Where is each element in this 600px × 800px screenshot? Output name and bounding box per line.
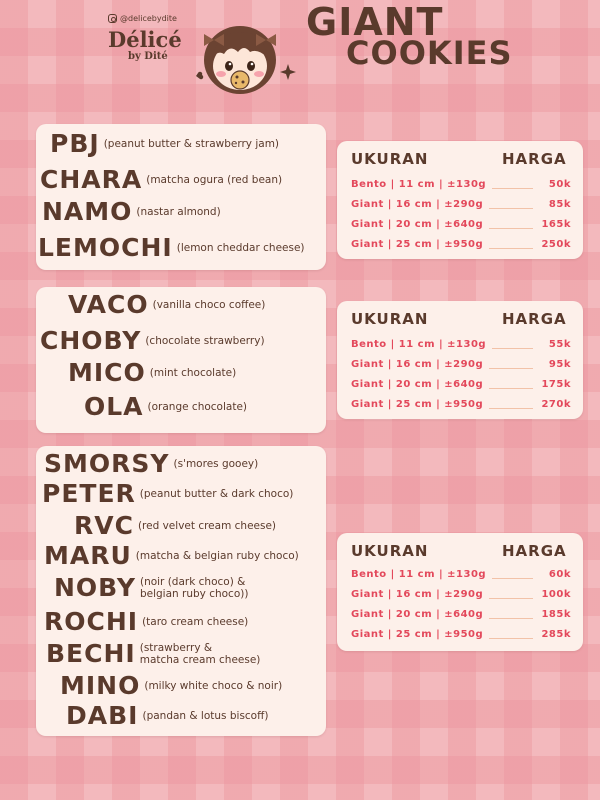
price-value: 175k (541, 378, 571, 390)
price-card-1 (337, 141, 583, 259)
price-value: 55k (548, 338, 571, 350)
flavor-description: (noir (dark choco) & belgian ruby choco)) (139, 576, 249, 600)
flavor-name: BECHI (46, 639, 136, 668)
flavor-item (40, 166, 282, 194)
flavor-name: PETER (42, 479, 136, 508)
size-label: Giant | 16 cm | ±290g (351, 358, 484, 370)
instagram-icon (108, 14, 117, 23)
heart-icon (196, 72, 203, 79)
size-label: Giant | 25 cm | ±950g (351, 238, 484, 250)
price-value: 285k (541, 628, 571, 640)
flavor-item (44, 542, 299, 570)
price-value: 95k (548, 358, 571, 370)
mascot-girl-icon (188, 14, 298, 96)
flavor-item (42, 198, 221, 226)
flavor-description: (peanut butter & strawberry jam) (103, 138, 280, 150)
price-row (351, 377, 571, 391)
flavor-item (54, 574, 248, 602)
flavor-name: CHARA (40, 165, 143, 194)
flavor-name: VACO (68, 290, 149, 319)
flavor-description: (pandan & lotus biscoff) (142, 710, 269, 722)
price-card-2 (337, 301, 583, 419)
flavor-description: (s'mores gooey) (173, 458, 259, 470)
flavor-item (38, 234, 305, 262)
price-value: 185k (541, 608, 571, 620)
flavor-description: (nastar almond) (136, 206, 221, 218)
flavor-description: (peanut butter & dark choco) (139, 488, 294, 500)
brand-subtitle: by Dité (128, 51, 168, 62)
price-value: 270k (541, 398, 571, 410)
price-row (351, 237, 571, 251)
flavor-card-1 (36, 124, 326, 270)
price-value: 250k (541, 238, 571, 250)
flavor-description: (strawberry & matcha cream cheese) (139, 642, 261, 666)
size-label: Giant | 16 cm | ±290g (351, 588, 484, 600)
flavor-name: NOBY (54, 573, 136, 602)
price-header: HARGA (502, 310, 567, 328)
flavor-item (84, 393, 247, 421)
flavor-description: (taro cream cheese) (142, 616, 249, 628)
flavor-description: (matcha & belgian ruby choco) (135, 550, 299, 562)
flavor-description: (mint chocolate) (149, 367, 237, 379)
flavor-name: MARU (44, 541, 132, 570)
price-row (351, 217, 571, 231)
size-label: Bento | 11 cm | ±130g (351, 568, 487, 580)
size-label: Giant | 25 cm | ±950g (351, 628, 484, 640)
flavor-name: DABI (66, 701, 139, 730)
flavor-item (42, 480, 293, 508)
size-header: UKURAN (351, 150, 429, 168)
size-header: UKURAN (351, 542, 429, 560)
flavor-item (68, 291, 265, 319)
price-row (351, 357, 571, 371)
flavor-card-3 (36, 446, 326, 736)
flavor-name: PBJ (50, 129, 100, 158)
flavor-name: MICO (68, 358, 146, 387)
size-label: Bento | 11 cm | ±130g (351, 338, 487, 350)
price-row (351, 627, 571, 641)
size-label: Giant | 16 cm | ±290g (351, 198, 484, 210)
price-value: 85k (548, 198, 571, 210)
flavor-description: (vanilla choco coffee) (152, 299, 266, 311)
price-row (351, 177, 571, 191)
price-row (351, 587, 571, 601)
price-row (351, 607, 571, 621)
price-card-3 (337, 533, 583, 651)
size-label: Giant | 20 cm | ±640g (351, 608, 484, 620)
size-label: Giant | 25 cm | ±950g (351, 398, 484, 410)
flavor-description: (orange chocolate) (147, 401, 247, 413)
price-value: 100k (541, 588, 571, 600)
instagram-handle (108, 14, 198, 23)
instagram-text: @delicebydite (120, 14, 177, 23)
flavor-name: RVC (74, 511, 134, 540)
flavor-name: OLA (84, 392, 144, 421)
flavor-name: LEMOCHI (38, 233, 173, 262)
flavor-item (50, 130, 279, 158)
price-value: 165k (541, 218, 571, 230)
price-row (351, 397, 571, 411)
brand-block (108, 14, 198, 62)
flavor-name: CHOBY (40, 326, 142, 355)
flavor-description: (chocolate strawberry) (145, 335, 265, 347)
flavor-item (66, 702, 268, 730)
price-value: 60k (548, 568, 571, 580)
flavor-item (46, 640, 260, 668)
flavor-item (74, 512, 276, 540)
flavor-description: (lemon cheddar cheese) (176, 242, 305, 254)
flavor-name: NAMO (42, 197, 133, 226)
flavor-name: SMORSY (44, 449, 170, 478)
price-row (351, 337, 571, 351)
flavor-description: (matcha ogura (red bean) (146, 174, 283, 186)
size-label: Giant | 20 cm | ±640g (351, 218, 484, 230)
size-label: Bento | 11 cm | ±130g (351, 178, 487, 190)
flavor-item (60, 672, 282, 700)
page-title-line2: COOKIES (346, 34, 513, 72)
price-header: HARGA (502, 542, 567, 560)
flavor-name: MINO (60, 671, 141, 700)
flavor-item (44, 450, 258, 478)
price-row (351, 567, 571, 581)
flavor-name: ROCHI (44, 607, 139, 636)
flavor-description: (red velvet cream cheese) (137, 520, 277, 532)
size-header: UKURAN (351, 310, 429, 328)
flavor-description: (milky white choco & noir) (144, 680, 283, 692)
sparkle-icon (280, 64, 296, 80)
price-row (351, 197, 571, 211)
page-title-line1: GIANT (306, 0, 444, 44)
flavor-item (68, 359, 236, 387)
price-header: HARGA (502, 150, 567, 168)
price-value: 50k (548, 178, 571, 190)
flavor-item (44, 608, 248, 636)
brand-name: Délicé (108, 27, 182, 52)
size-label: Giant | 20 cm | ±640g (351, 378, 484, 390)
flavor-card-2 (36, 287, 326, 433)
flavor-item (40, 327, 265, 355)
